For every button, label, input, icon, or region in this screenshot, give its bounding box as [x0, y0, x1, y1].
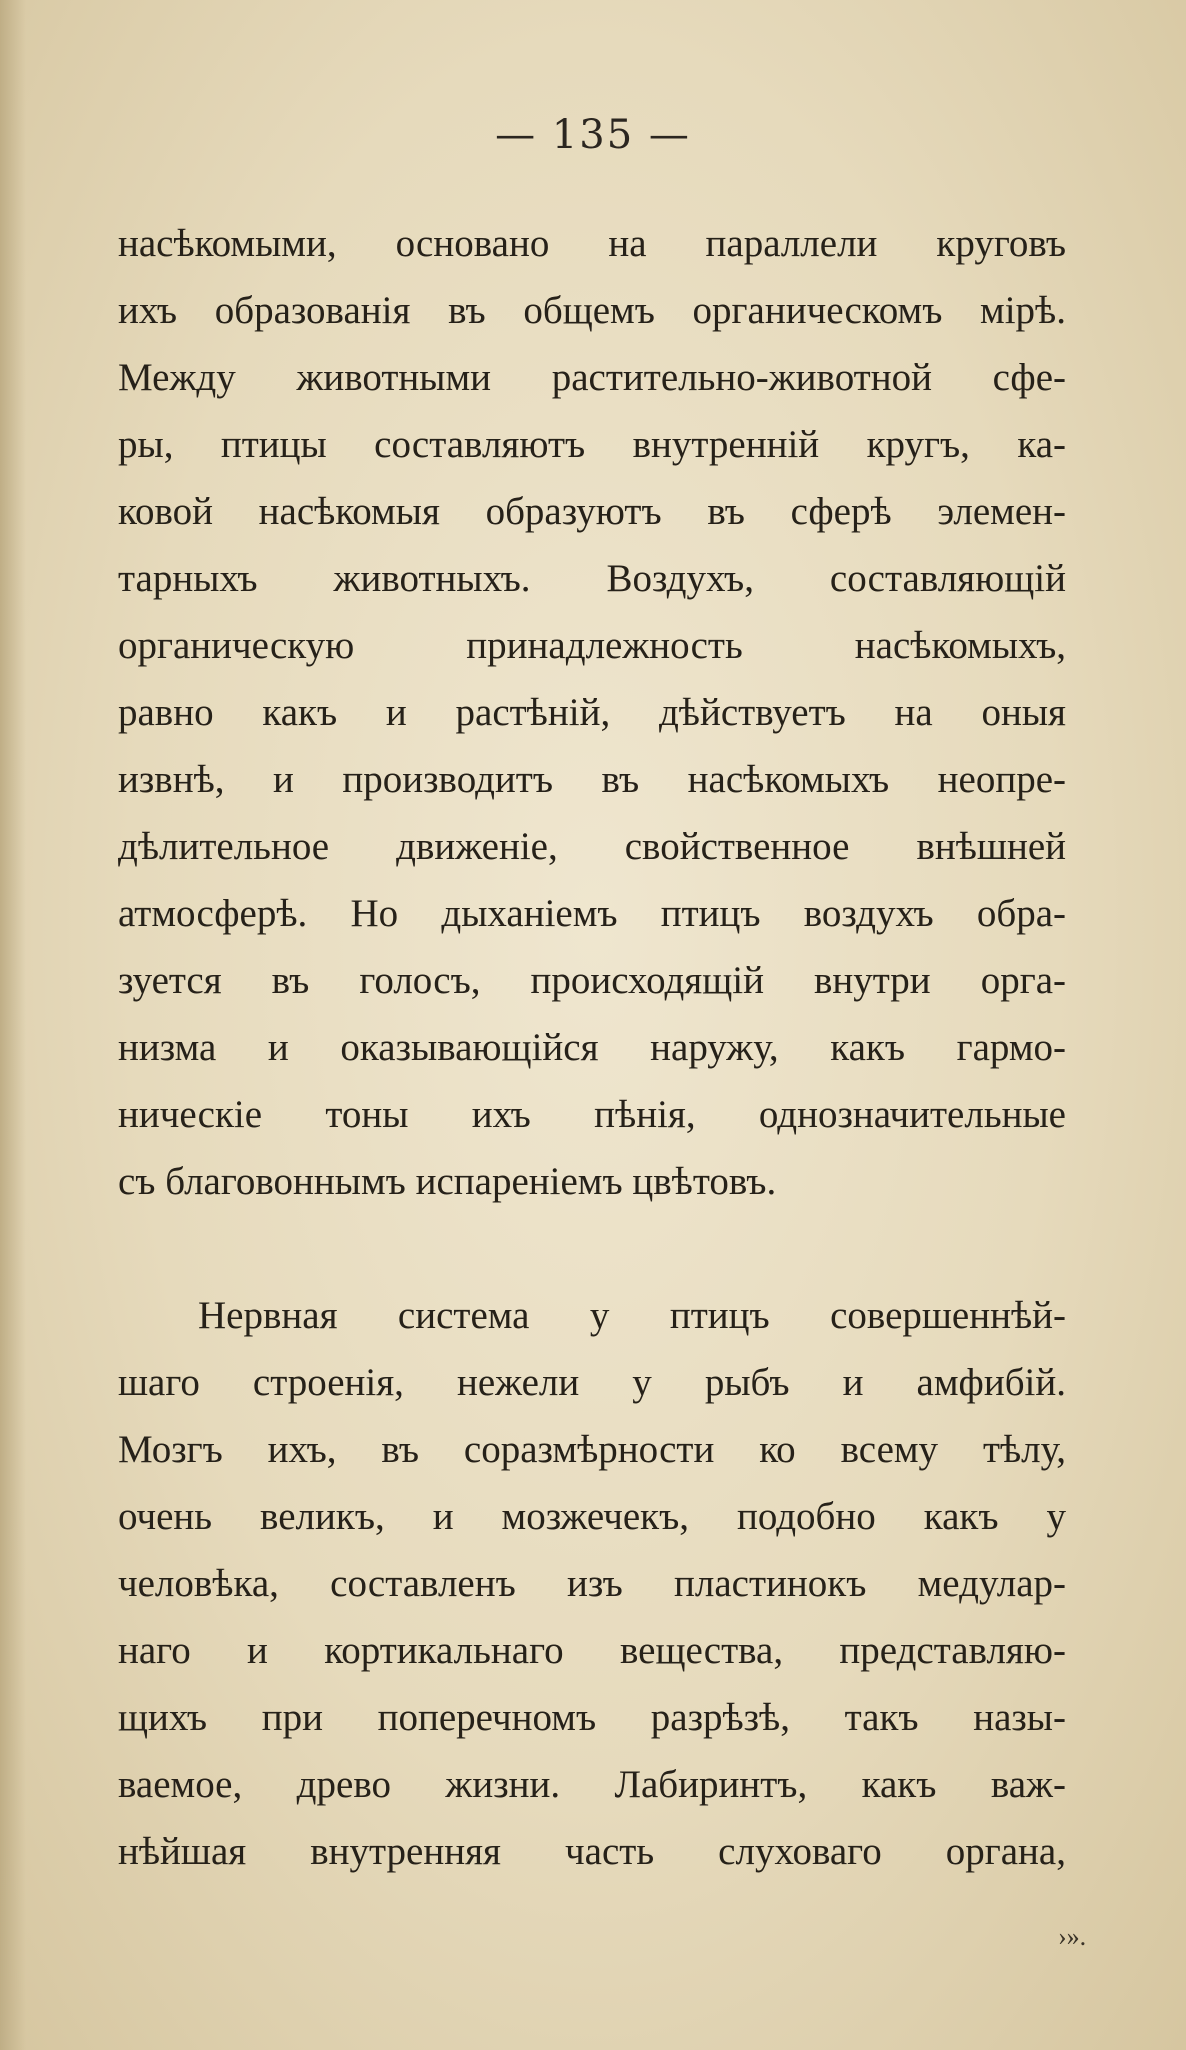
text-line: человѣка, составленъ изъ пластинокъ медулар-: [118, 1562, 1066, 1605]
page-binding-shadow: [0, 0, 26, 2050]
paragraph-2: [118, 1282, 1066, 1885]
text-line: Между животными растительно-животной сфе-: [118, 356, 1066, 399]
text-line: атмосферѣ. Но дыханіемъ птицъ воздухъ обра-: [118, 892, 1066, 935]
text-line: нѣйшая внутренняя часть слуховаго органа,: [118, 1830, 1066, 1873]
text-line: ковой насѣкомыя образуютъ въ сферѣ элемен-: [118, 490, 1066, 533]
text-line: щихъ при поперечномъ разрѣзѣ, такъ назы-: [118, 1696, 1066, 1739]
text-line: извнѣ, и производитъ въ насѣкомыхъ неопре-: [118, 758, 1066, 801]
text-line: очень великъ, и мозжечекъ, подобно какъ у: [118, 1495, 1066, 1538]
catchword: ›».: [1058, 1922, 1087, 1951]
text-line: наго и кортикальнаго вещества, представляю-: [118, 1629, 1066, 1672]
text-line: органическую принадлежность насѣкомыхъ,: [118, 624, 1066, 667]
page-number: — 135 —: [495, 112, 691, 158]
text-line: Мозгъ ихъ, въ соразмѣрности ко всему тѣлу,: [118, 1428, 1066, 1471]
text-line: низма и оказывающійся наружу, какъ гармо-: [118, 1026, 1066, 1069]
text-line: равно какъ и растѣній, дѣйствуетъ на оныя: [118, 691, 1066, 734]
text-line: ническіе тоны ихъ пѣнія, однозначительные: [118, 1093, 1066, 1136]
text-line: насѣкомыми, основано на параллели круговъ: [118, 222, 1066, 265]
text-line: съ благовоннымъ испареніемъ цвѣтовъ.: [118, 1160, 777, 1203]
text-line: дѣлительное движеніе, свойственное внѣшней: [118, 825, 1066, 868]
text-line: ры, птицы составляютъ внутренній кругъ, ка-: [118, 423, 1066, 466]
text-line: шаго строенія, нежели у рыбъ и амфибій.: [118, 1361, 1066, 1404]
text-line: Нервная система у птицъ совершеннѣй-: [198, 1294, 1066, 1337]
text-line: зуется въ голосъ, происходящій внутри орга-: [118, 959, 1066, 1002]
paragraph-1: [118, 210, 1066, 1215]
text-line: ваемое, древо жизни. Лабиринтъ, какъ важ-: [118, 1763, 1066, 1806]
text-line: ихъ образованія въ общемъ органическомъ мірѣ.: [118, 289, 1066, 332]
text-line: тарныхъ животныхъ. Воздухъ, составляющій: [118, 557, 1066, 600]
